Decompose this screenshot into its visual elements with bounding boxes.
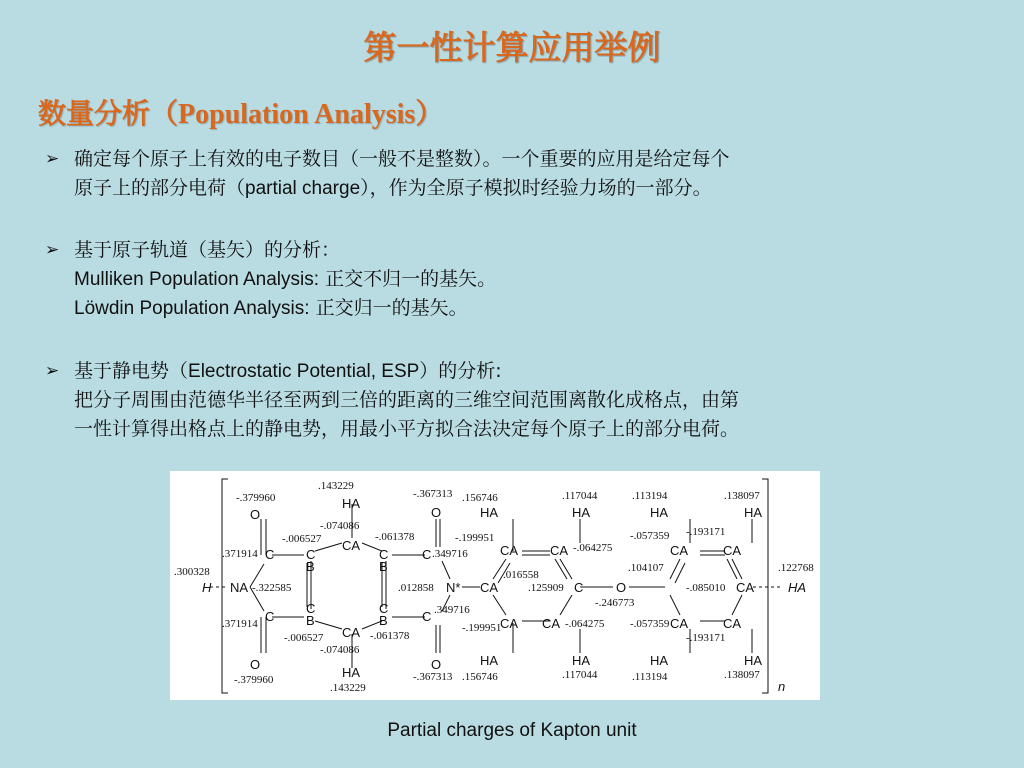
atom-label-c: C (379, 547, 389, 562)
atom-label-ha: HA (480, 505, 499, 520)
charge-label: -.064275 (565, 618, 605, 630)
bullet-partial-charge (45, 145, 730, 203)
atom-label-o: O (616, 580, 627, 595)
atom-label-b: B (306, 613, 315, 628)
atom-label-c: C (306, 601, 316, 616)
section-heading-close: ） (415, 97, 444, 130)
charge-label: -.379960 (236, 492, 276, 504)
atom-label-ca: CA (670, 543, 689, 558)
charge-label: -.057359 (630, 618, 670, 630)
atom-label-ca: CA (670, 616, 689, 631)
bullet2-line3: Löwdin Population Analysis: 正交归一的基矢。 (74, 297, 468, 319)
bullet-arrow-icon: ➢ (45, 361, 60, 381)
bullet3-line1: 基于静电势（Electrostatic Potential, ESP）的分析: (74, 360, 502, 382)
atom-label-nstar: N* (446, 580, 461, 595)
charge-label: .117044 (562, 490, 598, 502)
atom-label-ca: CA (736, 580, 755, 595)
atom-label-ca: CA (723, 543, 742, 558)
charge-label: -.064275 (573, 542, 613, 554)
atom-label-ha: HA (342, 665, 361, 680)
atom-label-b: B (306, 559, 315, 574)
charge-label: .349716 (434, 604, 470, 616)
atom-label-ha: HA (650, 505, 669, 520)
repeat-unit-n: n (778, 679, 786, 694)
charge-label: .349716 (432, 548, 468, 560)
atom-label-ca: CA (550, 543, 569, 558)
bullet-orbital-analysis (45, 236, 496, 323)
bullet3-line3: 一性计算得出格点上的静电势，用最小平方拟合法决定每个原子上的部分电荷。 (74, 418, 740, 440)
atom-label-c: C (422, 609, 432, 624)
atom-label-ha: HA (744, 505, 763, 520)
atom-label-o: O (431, 505, 442, 520)
atom-label-h: H (202, 580, 212, 595)
atom-label-ca: CA (500, 543, 519, 558)
charge-label: .016558 (503, 569, 539, 581)
bullet2-line1: 基于原子轨道（基矢）的分析： (74, 239, 341, 261)
atom-label-c: C (306, 547, 316, 562)
atom-label-ca: CA (342, 625, 361, 640)
figure-caption: Partial charges of Kapton unit (387, 720, 637, 741)
charge-label: .104107 (628, 562, 664, 574)
atom-label-ha: HA (744, 653, 763, 668)
atom-label-ha: HA (650, 653, 669, 668)
charge-label: -.074086 (320, 644, 360, 656)
atom-label-o: O (250, 657, 261, 672)
bullet-arrow-icon: ➢ (45, 149, 60, 169)
charge-label: .012858 (398, 582, 434, 594)
charge-label: -.367313 (413, 671, 453, 683)
charge-label: -.199951 (455, 532, 495, 544)
atom-label-c: C (265, 609, 275, 624)
atom-label-ha: HA (342, 496, 361, 511)
bullet2-line2: Mulliken Population Analysis: 正交不归一的基矢。 (74, 268, 497, 290)
charge-label: -.367313 (413, 488, 453, 500)
charge-label: -.061378 (370, 630, 410, 642)
atom-label-b: B (379, 559, 388, 574)
atom-label-c: C (265, 547, 275, 562)
charge-label: .138097 (724, 490, 760, 502)
charge-label: .371914 (222, 618, 258, 630)
charge-label: -.199951 (462, 622, 502, 634)
charge-label: .117044 (562, 669, 598, 681)
charge-label: .138097 (724, 669, 760, 681)
atom-label-ca: CA (480, 580, 499, 595)
bullet-arrow-icon: ➢ (45, 240, 60, 260)
charge-label: .156746 (462, 492, 498, 504)
charge-label: -.061378 (375, 531, 415, 543)
slide-title: 第一性计算应用举例 (363, 28, 661, 67)
atom-label-na: NA (230, 580, 249, 595)
atom-label-c: C (574, 580, 584, 595)
section-heading (38, 92, 443, 132)
bullet1-line1: 确定每个原子上有效的电子数目（一般不是整数）。一个重要的应用是给定每个 (74, 148, 730, 170)
charge-label: .156746 (462, 671, 498, 683)
atom-label-o: O (431, 657, 442, 672)
charge-label: -.379960 (234, 674, 274, 686)
kapton-structure-diagram (170, 471, 820, 700)
charge-label: .113194 (632, 490, 668, 502)
charge-label: -.085010 (686, 582, 726, 594)
charge-label: .122768 (778, 562, 814, 574)
charge-label: -.246773 (595, 597, 635, 609)
charge-label: -.006527 (282, 533, 322, 545)
charge-label: -.193171 (686, 632, 726, 644)
charge-label: -.193171 (686, 526, 726, 538)
charge-label: -.322585 (252, 582, 292, 594)
bullet1-line2: 原子上的部分电荷（partial charge），作为全原子模拟时经验力场的一部分。 (74, 177, 712, 199)
atom-label-c: C (422, 547, 432, 562)
charge-label: .143229 (330, 682, 366, 694)
atom-label-c: C (379, 601, 389, 616)
section-heading-latin: Population Analysis (178, 99, 416, 130)
atom-label-ca: CA (500, 616, 519, 631)
charge-label: .300328 (174, 566, 210, 578)
atom-label-ha: HA (572, 505, 591, 520)
bullet-esp-analysis (45, 357, 739, 444)
atom-label-ha: HA (788, 580, 807, 595)
atom-label-ca: CA (723, 616, 742, 631)
charge-label: .113194 (632, 671, 668, 683)
charge-label: .143229 (318, 480, 354, 492)
atom-label-ha: HA (480, 653, 499, 668)
atom-label-o: O (250, 507, 261, 522)
charge-label: -.006527 (284, 632, 324, 644)
atom-label-ca: CA (542, 616, 561, 631)
section-heading-cjk: 数量分析（ (38, 97, 179, 130)
atom-label-ca: CA (342, 538, 361, 553)
charge-label: .371914 (222, 548, 258, 560)
bullet3-line2: 把分子周围由范德华半径至两到三倍的距离的三维空间范围离散化成格点，由第 (74, 389, 740, 411)
atom-label-b: B (379, 613, 388, 628)
kapton-structure-figure (170, 471, 820, 700)
atom-label-ha: HA (572, 653, 591, 668)
charge-label: -.074086 (320, 520, 360, 532)
charge-label: -.057359 (630, 530, 670, 542)
charge-label: .125909 (528, 582, 564, 594)
